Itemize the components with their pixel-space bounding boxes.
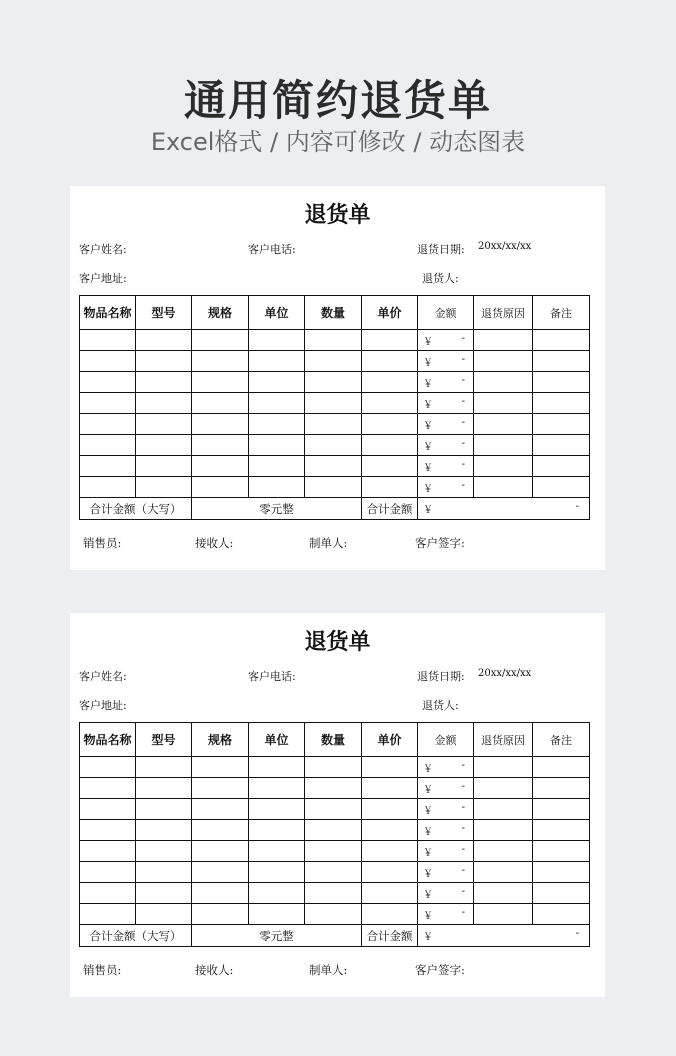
table-row	[80, 414, 590, 435]
currency-symbol: ￥	[423, 400, 433, 411]
column-header: 型号	[136, 296, 192, 330]
column-header: 退货原因	[474, 723, 533, 757]
item-name-cell[interactable]	[80, 351, 136, 372]
column-header: 数量	[305, 723, 362, 757]
quantity-cell[interactable]	[305, 820, 362, 841]
remark-cell[interactable]	[533, 883, 590, 904]
quantity-cell[interactable]	[305, 351, 362, 372]
column-header: 单价	[362, 296, 418, 330]
form-title: 退货单	[304, 202, 371, 228]
item-name-cell[interactable]	[80, 435, 136, 456]
total-amount-value: -	[575, 501, 579, 512]
currency-symbol: ￥	[423, 442, 433, 453]
unit-cell[interactable]	[249, 862, 305, 883]
column-header: 物品名称	[80, 723, 136, 757]
table-row	[80, 841, 590, 862]
table-header-row	[80, 723, 590, 757]
unit-price-cell[interactable]	[362, 757, 418, 778]
amount-cell[interactable]	[418, 414, 474, 435]
quantity-cell[interactable]	[305, 330, 362, 351]
total-amount-value: -	[575, 928, 579, 939]
preparer-signature-label: 制单人:	[309, 536, 348, 550]
total-words-label: 合计金额（大写）	[80, 498, 192, 520]
return-date-label: 退货日期:	[417, 670, 465, 683]
quantity-cell[interactable]	[305, 456, 362, 477]
receiver-signature-label: 接收人:	[195, 963, 234, 977]
model-cell[interactable]	[136, 883, 192, 904]
currency-symbol: ￥	[423, 785, 433, 796]
model-cell[interactable]	[136, 862, 192, 883]
table-row	[80, 435, 590, 456]
quantity-cell[interactable]	[305, 862, 362, 883]
returner-label: 退货人:	[422, 699, 459, 712]
customer-phone-label: 客户电话:	[248, 243, 296, 256]
return-reason-cell[interactable]	[474, 330, 533, 351]
amount-value: -	[461, 781, 465, 792]
amount-cell[interactable]	[418, 456, 474, 477]
returner-label: 退货人:	[422, 272, 459, 285]
amount-cell[interactable]	[418, 372, 474, 393]
remark-cell[interactable]	[533, 799, 590, 820]
column-header: 备注	[533, 723, 590, 757]
amount-value: -	[461, 354, 465, 365]
spec-cell[interactable]	[192, 904, 249, 925]
quantity-cell[interactable]	[305, 414, 362, 435]
amount-value: -	[461, 417, 465, 428]
total-words-value[interactable]: 零元整	[192, 925, 362, 947]
return-reason-cell[interactable]	[474, 456, 533, 477]
return-reason-cell[interactable]	[474, 904, 533, 925]
unit-cell[interactable]	[249, 372, 305, 393]
quantity-cell[interactable]	[305, 393, 362, 414]
unit-cell[interactable]	[249, 393, 305, 414]
spec-cell[interactable]	[192, 330, 249, 351]
amount-cell[interactable]	[418, 862, 474, 883]
unit-cell[interactable]	[249, 904, 305, 925]
spec-cell[interactable]	[192, 841, 249, 862]
model-cell[interactable]	[136, 904, 192, 925]
unit-cell[interactable]	[249, 435, 305, 456]
spec-cell[interactable]	[192, 820, 249, 841]
currency-symbol: ￥	[423, 337, 433, 348]
receiver-signature-label: 接收人:	[195, 536, 234, 550]
total-words-value[interactable]: 零元整	[192, 498, 362, 520]
item-name-cell[interactable]	[80, 841, 136, 862]
unit-cell[interactable]	[249, 757, 305, 778]
currency-symbol: ￥	[423, 890, 433, 901]
return-reason-cell[interactable]	[474, 372, 533, 393]
quantity-cell[interactable]	[305, 477, 362, 498]
model-cell[interactable]	[136, 799, 192, 820]
return-reason-cell[interactable]	[474, 862, 533, 883]
spec-cell[interactable]	[192, 883, 249, 904]
return-form-sheet	[70, 186, 605, 570]
item-name-cell[interactable]	[80, 456, 136, 477]
currency-symbol: ￥	[423, 484, 433, 495]
amount-cell[interactable]	[418, 841, 474, 862]
unit-price-cell[interactable]	[362, 372, 418, 393]
model-cell[interactable]	[136, 841, 192, 862]
model-cell[interactable]	[136, 330, 192, 351]
total-words-label: 合计金额（大写）	[80, 925, 192, 947]
table-row	[80, 757, 590, 778]
table-row	[80, 372, 590, 393]
return-items-table	[79, 295, 590, 520]
unit-cell[interactable]	[249, 351, 305, 372]
currency-symbol: ￥	[423, 911, 433, 922]
unit-cell[interactable]	[249, 883, 305, 904]
return-reason-cell[interactable]	[474, 883, 533, 904]
form-title: 退货单	[304, 629, 371, 655]
spec-cell[interactable]	[192, 414, 249, 435]
quantity-cell[interactable]	[305, 904, 362, 925]
amount-value: -	[461, 333, 465, 344]
currency-symbol: ￥	[423, 764, 433, 775]
remark-cell[interactable]	[533, 757, 590, 778]
column-header: 单位	[249, 723, 305, 757]
amount-cell[interactable]	[418, 820, 474, 841]
model-cell[interactable]	[136, 414, 192, 435]
remark-cell[interactable]	[533, 841, 590, 862]
remark-cell[interactable]	[533, 414, 590, 435]
remark-cell[interactable]	[533, 778, 590, 799]
model-cell[interactable]	[136, 757, 192, 778]
model-cell[interactable]	[136, 372, 192, 393]
amount-cell[interactable]	[418, 477, 474, 498]
unit-price-cell[interactable]	[362, 414, 418, 435]
amount-value: -	[461, 865, 465, 876]
table-row	[80, 778, 590, 799]
remark-cell[interactable]	[533, 372, 590, 393]
table-row	[80, 883, 590, 904]
unit-price-cell[interactable]	[362, 456, 418, 477]
amount-cell[interactable]	[418, 799, 474, 820]
return-date-value: 20xx/xx/xx	[478, 668, 532, 679]
item-name-cell[interactable]	[80, 414, 136, 435]
amount-cell[interactable]	[418, 904, 474, 925]
remark-cell[interactable]	[533, 862, 590, 883]
currency-symbol: ￥	[423, 806, 433, 817]
return-reason-cell[interactable]	[474, 799, 533, 820]
column-header: 数量	[305, 296, 362, 330]
table-row	[80, 904, 590, 925]
amount-cell[interactable]	[418, 330, 474, 351]
table-row	[80, 862, 590, 883]
table-row	[80, 351, 590, 372]
model-cell[interactable]	[136, 820, 192, 841]
remark-cell[interactable]	[533, 820, 590, 841]
total-row	[80, 498, 590, 520]
amount-cell[interactable]	[418, 778, 474, 799]
column-header: 单位	[249, 296, 305, 330]
preparer-signature-label: 制单人:	[309, 963, 348, 977]
item-name-cell[interactable]	[80, 372, 136, 393]
total-amount-cell[interactable]	[418, 925, 590, 947]
spec-cell[interactable]	[192, 351, 249, 372]
quantity-cell[interactable]	[305, 778, 362, 799]
table-row	[80, 477, 590, 498]
unit-cell[interactable]	[249, 330, 305, 351]
unit-price-cell[interactable]	[362, 477, 418, 498]
column-header: 规格	[192, 296, 249, 330]
column-header: 型号	[136, 723, 192, 757]
return-reason-cell[interactable]	[474, 841, 533, 862]
unit-price-cell[interactable]	[362, 883, 418, 904]
column-header: 金额	[418, 296, 474, 330]
customer-phone-label: 客户电话:	[248, 670, 296, 683]
quantity-cell[interactable]	[305, 435, 362, 456]
amount-value: -	[461, 396, 465, 407]
unit-cell[interactable]	[249, 778, 305, 799]
amount-cell[interactable]	[418, 435, 474, 456]
remark-cell[interactable]	[533, 477, 590, 498]
return-reason-cell[interactable]	[474, 778, 533, 799]
return-reason-cell[interactable]	[474, 477, 533, 498]
column-header: 单价	[362, 723, 418, 757]
unit-price-cell[interactable]	[362, 904, 418, 925]
unit-price-cell[interactable]	[362, 393, 418, 414]
spec-cell[interactable]	[192, 862, 249, 883]
quantity-cell[interactable]	[305, 841, 362, 862]
amount-value: -	[461, 844, 465, 855]
unit-cell[interactable]	[249, 477, 305, 498]
unit-price-cell[interactable]	[362, 351, 418, 372]
remark-cell[interactable]	[533, 435, 590, 456]
customer-name-label: 客户姓名:	[79, 243, 127, 256]
table-header-row	[80, 296, 590, 330]
return-reason-cell[interactable]	[474, 414, 533, 435]
return-items-table	[79, 722, 590, 947]
unit-price-cell[interactable]	[362, 862, 418, 883]
currency-symbol: ￥	[423, 463, 433, 474]
currency-symbol: ￥	[423, 932, 433, 943]
item-name-cell[interactable]	[80, 820, 136, 841]
page-subtitle: Excel格式 / 内容可修改 / 动态图表	[150, 128, 526, 156]
amount-value: -	[461, 480, 465, 491]
unit-cell[interactable]	[249, 820, 305, 841]
total-row	[80, 925, 590, 947]
quantity-cell[interactable]	[305, 757, 362, 778]
item-name-cell[interactable]	[80, 393, 136, 414]
spec-cell[interactable]	[192, 757, 249, 778]
column-header: 退货原因	[474, 296, 533, 330]
spec-cell[interactable]	[192, 456, 249, 477]
spec-cell[interactable]	[192, 778, 249, 799]
currency-symbol: ￥	[423, 505, 433, 516]
total-amount-label: 合计金额	[362, 498, 418, 520]
table-row	[80, 330, 590, 351]
item-name-cell[interactable]	[80, 883, 136, 904]
spec-cell[interactable]	[192, 477, 249, 498]
model-cell[interactable]	[136, 477, 192, 498]
remark-cell[interactable]	[533, 904, 590, 925]
unit-price-cell[interactable]	[362, 841, 418, 862]
table-row	[80, 820, 590, 841]
customer-address-label: 客户地址:	[79, 272, 127, 285]
return-date-label: 退货日期:	[417, 243, 465, 256]
unit-cell[interactable]	[249, 456, 305, 477]
quantity-cell[interactable]	[305, 372, 362, 393]
remark-cell[interactable]	[533, 456, 590, 477]
unit-price-cell[interactable]	[362, 435, 418, 456]
unit-cell[interactable]	[249, 799, 305, 820]
spec-cell[interactable]	[192, 435, 249, 456]
model-cell[interactable]	[136, 435, 192, 456]
model-cell[interactable]	[136, 393, 192, 414]
total-amount-label: 合计金额	[362, 925, 418, 947]
unit-price-cell[interactable]	[362, 820, 418, 841]
return-reason-cell[interactable]	[474, 757, 533, 778]
quantity-cell[interactable]	[305, 799, 362, 820]
salesperson-signature-label: 销售员:	[83, 963, 122, 977]
amount-cell[interactable]	[418, 883, 474, 904]
column-header: 备注	[533, 296, 590, 330]
amount-value: -	[461, 802, 465, 813]
model-cell[interactable]	[136, 351, 192, 372]
customer-name-label: 客户姓名:	[79, 670, 127, 683]
item-name-cell[interactable]	[80, 757, 136, 778]
return-reason-cell[interactable]	[474, 820, 533, 841]
currency-symbol: ￥	[423, 379, 433, 390]
item-name-cell[interactable]	[80, 477, 136, 498]
spec-cell[interactable]	[192, 372, 249, 393]
amount-value: -	[461, 823, 465, 834]
amount-value: -	[461, 760, 465, 771]
item-name-cell[interactable]	[80, 799, 136, 820]
amount-value: -	[461, 907, 465, 918]
spec-cell[interactable]	[192, 393, 249, 414]
model-cell[interactable]	[136, 456, 192, 477]
remark-cell[interactable]	[533, 330, 590, 351]
table-row	[80, 393, 590, 414]
column-header: 规格	[192, 723, 249, 757]
column-header: 物品名称	[80, 296, 136, 330]
unit-price-cell[interactable]	[362, 778, 418, 799]
amount-cell[interactable]	[418, 351, 474, 372]
item-name-cell[interactable]	[80, 330, 136, 351]
amount-value: -	[461, 438, 465, 449]
remark-cell[interactable]	[533, 393, 590, 414]
spec-cell[interactable]	[192, 799, 249, 820]
return-reason-cell[interactable]	[474, 351, 533, 372]
return-reason-cell[interactable]	[474, 393, 533, 414]
unit-price-cell[interactable]	[362, 799, 418, 820]
amount-cell[interactable]	[418, 393, 474, 414]
amount-value: -	[461, 375, 465, 386]
page-title: 通用简约退货单	[183, 76, 492, 125]
currency-symbol: ￥	[423, 869, 433, 880]
remark-cell[interactable]	[533, 351, 590, 372]
quantity-cell[interactable]	[305, 883, 362, 904]
item-name-cell[interactable]	[80, 904, 136, 925]
unit-price-cell[interactable]	[362, 330, 418, 351]
salesperson-signature-label: 销售员:	[83, 536, 122, 550]
unit-cell[interactable]	[249, 841, 305, 862]
table-row	[80, 799, 590, 820]
amount-value: -	[461, 886, 465, 897]
model-cell[interactable]	[136, 778, 192, 799]
currency-symbol: ￥	[423, 358, 433, 369]
customer-address-label: 客户地址:	[79, 699, 127, 712]
customer-signature-label: 客户签字:	[415, 963, 465, 977]
currency-symbol: ￥	[423, 421, 433, 432]
currency-symbol: ￥	[423, 848, 433, 859]
total-amount-cell[interactable]	[418, 498, 590, 520]
amount-cell[interactable]	[418, 757, 474, 778]
item-name-cell[interactable]	[80, 862, 136, 883]
return-reason-cell[interactable]	[474, 435, 533, 456]
column-header: 金额	[418, 723, 474, 757]
customer-signature-label: 客户签字:	[415, 536, 465, 550]
item-name-cell[interactable]	[80, 778, 136, 799]
amount-value: -	[461, 459, 465, 470]
return-date-value: 20xx/xx/xx	[478, 241, 532, 252]
currency-symbol: ￥	[423, 827, 433, 838]
table-row	[80, 456, 590, 477]
unit-cell[interactable]	[249, 414, 305, 435]
return-form-sheet	[70, 613, 605, 997]
